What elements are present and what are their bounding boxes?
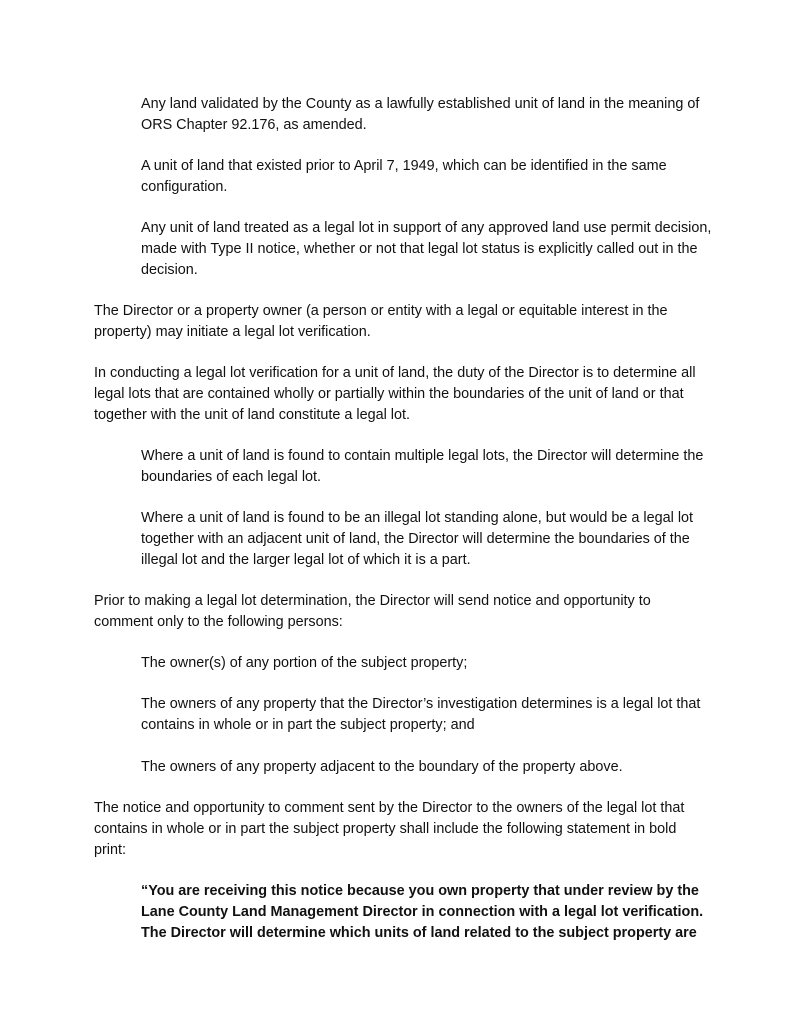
paragraph-bold-notice-statement: “You are receiving this notice because you own property that under review by the Lane County Land Management Director in connection with a legal lot verification. The Director will determine which units of land related to the subject property are [141, 883, 704, 941]
paragraph-owners-subject-property: The owner(s) of any portion of the subject property; [141, 655, 468, 671]
paragraph-type-ii-notice: Any unit of land treated as a legal lot in support of any approved land use permit decision, made with Type II notice, whether or not that legal lot status is explicitly called out in the decision. [141, 220, 712, 278]
paragraph-pre-1949-unit: A unit of land that existed prior to April 7, 1949, which can be identified in the same configuration. [141, 158, 667, 195]
paragraph-initiate-verification: The Director or a property owner (a person or entity with a legal or equitable interest in the property) may initiate a legal lot verification. [94, 303, 668, 340]
paragraph-director-duty: In conducting a legal lot verification for a unit of land, the duty of the Director is to determine all legal lots that are contained wholly or partially within the boundaries of the unit of land or that together with the unit of land constitute a legal lot. [94, 365, 696, 423]
paragraph-owners-legal-lot: The owners of any property that the Director’s investigation determines is a legal lot that contains in whole or in part the subject property; and [141, 696, 701, 733]
paragraph-adjacent-owners: The owners of any property adjacent to the boundary of the property above. [141, 759, 623, 775]
paragraph-multiple-legal-lots: Where a unit of land is found to contain multiple legal lots, the Director will determine the boundaries of each legal lot. [141, 448, 704, 485]
paragraph-bold-statement-requirement: The notice and opportunity to comment sent by the Director to the owners of the legal lot that contains in whole or in part the subject property shall include the following statement in bold print: [94, 800, 685, 858]
paragraph-validated-land: Any land validated by the County as a lawfully established unit of land in the meaning of ORS Chapter 92.176, as amended. [141, 96, 700, 133]
paragraph-illegal-lot: Where a unit of land is found to be an illegal lot standing alone, but would be a legal lot together with an adjacent unit of land, the Director will determine the boundaries of the illegal lot and the larger legal lot of which it is a part. [141, 510, 694, 568]
paragraph-notice-recipients: Prior to making a legal lot determination, the Director will send notice and opportunity to comment only to the following persons: [94, 593, 651, 630]
